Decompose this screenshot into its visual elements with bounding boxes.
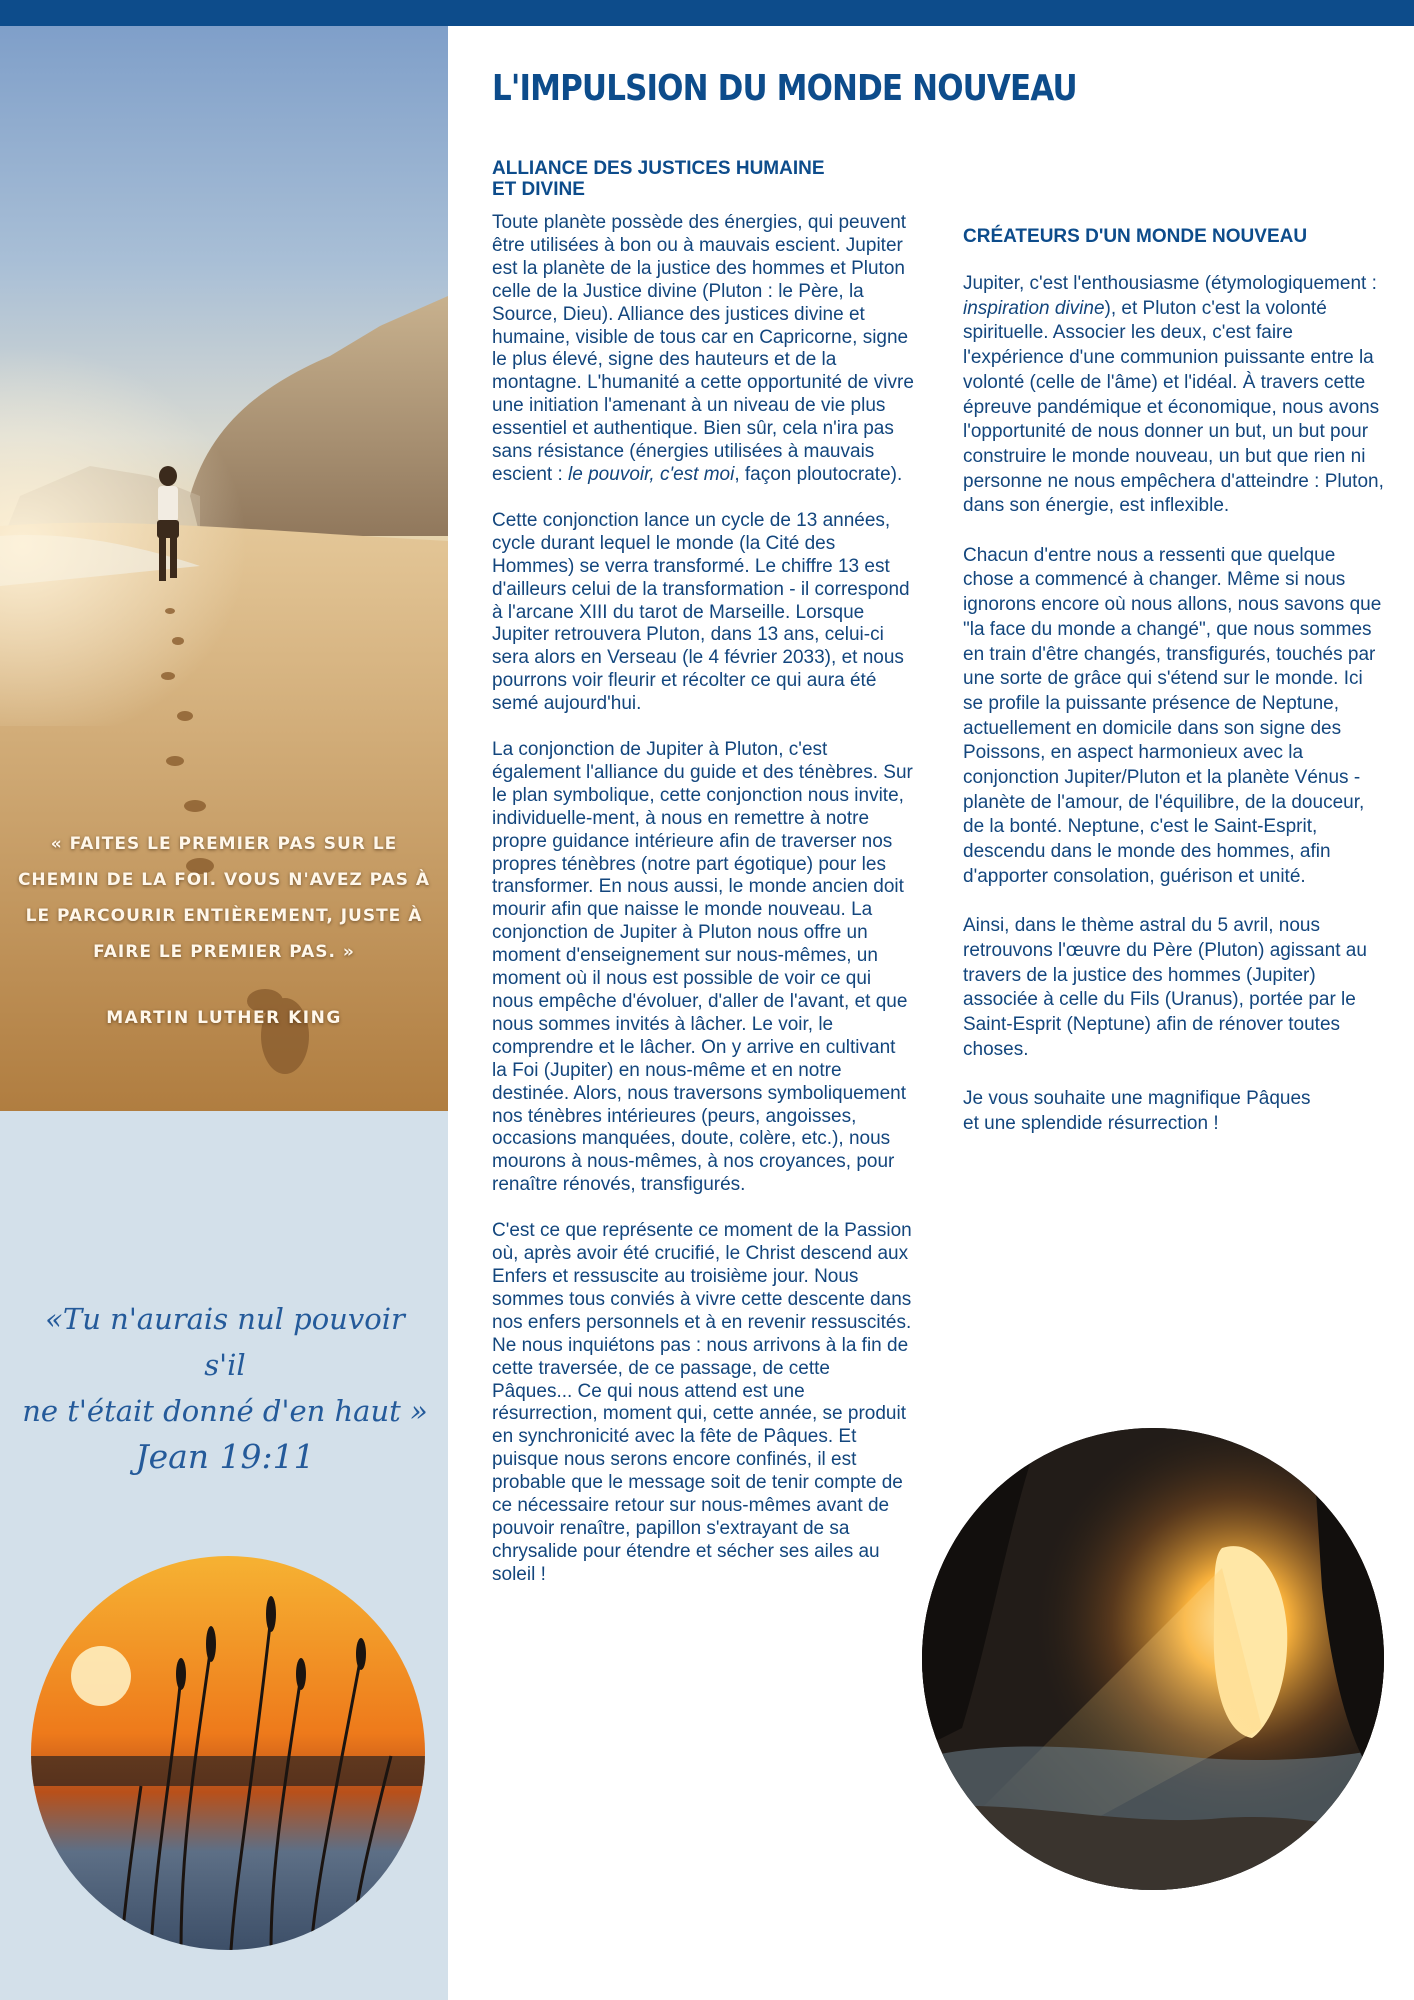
scripture-line: «Tu n'aurais nul pouvoir s'il (45, 1302, 405, 1382)
beach-footprints-photo (0, 26, 448, 1111)
closing-line: et une splendide résurrection ! (963, 1112, 1219, 1134)
luther-king-quote (14, 826, 434, 970)
paragraph: Cette conjonction lance un cycle de 13 années, cycle durant lequel le monde (la Cité des Hommes) se verra transformé. Le chiffre 13 est d'ailleurs celui de la transformation - il correspond à l'arcane XIII du tarot de Marseille. Lorsque Jupiter retrouvera Pluton, dans 13 ans, celui-ci sera alors en Verseau (le 4 février 2033), et nous pourrons voir fleurir et récolter ce qui aura été semé aujourd'hui. (492, 509, 910, 715)
scripture-line: ne t'était donné d'en haut » (22, 1394, 428, 1428)
paragraph: Jupiter, c'est l'enthousiasme (étymologiquement : inspiration divine), et Pluton c'est la volonté spirituelle. Associer les deux, c'est faire l'expérience d'une communion puissante entre la volonté (celle de l'âme) et l'idéal. À travers cette épreuve pandémique et économique, nous avons l'opportunité de nous donner un but, un but pour construire le monde nouveau, un but que rien ni personne ne nous empêchera d'atteindre : Pluton, dans son énergie, est inflexible. (963, 273, 1384, 517)
heading-line: ALLIANCE DES JUSTICES HUMAINE (492, 158, 825, 179)
paragraph: Toute planète possède des énergies, qui peuvent être utilisées à bon ou à mauvais escient. Jupiter est la planète de la justice des hommes et Pluton celle de la Justice divine (Pluton : le Père, la Source, Dieu). Alliance des justices divine et humaine, visible de tous car en Capricorne, signe le plus élevé, signe des hauteurs et de la montagne. L'humanité a cette opportunité de vivre une initiation l'amenant à un niveau de vie plus essentiel et authentique. Bien sûr, cela n'ira pas sans résistance (énergies utilisées à mauvais escient : le pouvoir, c'est moi, façon ploutocrate). (492, 212, 914, 485)
article-body (963, 272, 1388, 1137)
scripture-quote (20, 1296, 430, 1480)
article-body (492, 212, 914, 1587)
quote-line: FAIRE LE PREMIER PAS. » (93, 942, 355, 962)
paragraph: Chacun d'entre nous a ressenti que quelque chose a commencé à changer. Même si nous ignorons encore où nous allons, nous savons que "la face du monde a changé", que nous sommes en train d'être changés, transfigurés, touchés par une sorte de grâce qui s'étend sur le monde. Ici se profile la puissante présence de Neptune, actuellement en domicile dans son signe des Poissons, en aspect harmonieux avec la conjonction Jupiter/Pluton et la planète Vénus - planète de l'amour, de l'équilibre, de la douceur, de la bonté. Neptune, c'est le Saint-Esprit, descendu dans le monde des hommes, afin d'apporter consolation, guérison et unité. (963, 544, 1382, 887)
sunset-reeds-photo (31, 1556, 425, 1950)
paragraph: C'est ce que représente ce moment de la Passion où, après avoir été crucifié, le Christ descend aux Enfers et ressuscite au troisième jour. Nous sommes tous conviés à vivre cette descente dans nos enfers personnels et à en revenir ressuscités. Ne nous inquiétons pas : nous arrivons à la fin de cette traversée, de ce passage, de cette Pâques... Ce qui nous attend est une résurrection, moment qui, cette année, se produit en synchronicité avec la fête de Pâques. Et puisque nous serons encore confinés, il est probable que le message soit de tenir compte de ce nécessaire retour sur nous-mêmes avant de pouvoir renaître, papillon s'extrayant de sa chrysalide pour étendre et sécher ses ailes au soleil ! (492, 1220, 912, 1585)
sea-cave-light-photo (922, 1428, 1384, 1890)
article-column-left (492, 158, 914, 1610)
section-heading: CRÉATEURS D'UN MONDE NOUVEAU (963, 226, 1308, 247)
quote-author: MARTIN LUTHER KING (106, 1008, 342, 1028)
quote-line: CHEMIN DE LA FOI. VOUS N'AVEZ PAS À (17, 870, 431, 890)
closing-line: Je vous souhaite une magnifique Pâques (963, 1088, 1311, 1110)
top-accent-bar (0, 0, 1414, 26)
section-heading (492, 158, 914, 200)
heading-line: ET DIVINE (492, 179, 585, 200)
scripture-reference: Jean 19:11 (135, 1437, 315, 1476)
left-panel (0, 26, 448, 2000)
quote-line: LE PARCOURIR ENTIÈREMENT, JUSTE À (25, 906, 423, 926)
quote-line: « FAITES LE PREMIER PAS SUR LE (50, 834, 398, 854)
article-column-right (963, 226, 1388, 1137)
paragraph: Ainsi, dans le thème astral du 5 avril, nous retrouvons l'œuvre du Père (Pluton) agissant au travers de la justice des hommes (Jupiter) associée à celle du Fils (Uranus), portée par le Saint-Esprit (Neptune) afin de rénover toutes choses. (963, 915, 1367, 1060)
page-title: L'IMPULSION DU MONDE NOUVEAU (492, 68, 1077, 109)
paragraph: La conjonction de Jupiter à Pluton, c'est également l'alliance du guide et des ténèbres. Sur le plan symbolique, cette conjonction nous invite, individuelle-ment, à nous en remettre à notre propre guidance intérieure afin de traverser nos propres ténèbres (notre part égotique) pour les transformer. En nous aussi, le monde ancien doit mourir afin que naisse le monde nouveau. La conjonction de Jupiter à Pluton nous offre un moment d'enseignement sur nous-mêmes, un moment où il nous est possible de voir ce qui nous empêche d'évoluer, d'aller de l'avant, et que nous sommes invités à lâcher. Le voir, le comprendre et le lâcher. On y arrive en cultivant la Foi (Jupiter) en nous-même et en notre destinée. Alors, nous traversons symboliquement nos ténèbres intérieures (peurs, angoisses, occasions manquées, doute, colère, etc.), nous mourons à nous-mêmes, à nos croyances, pour renaître rénovés, transfigurés. (492, 739, 913, 1196)
